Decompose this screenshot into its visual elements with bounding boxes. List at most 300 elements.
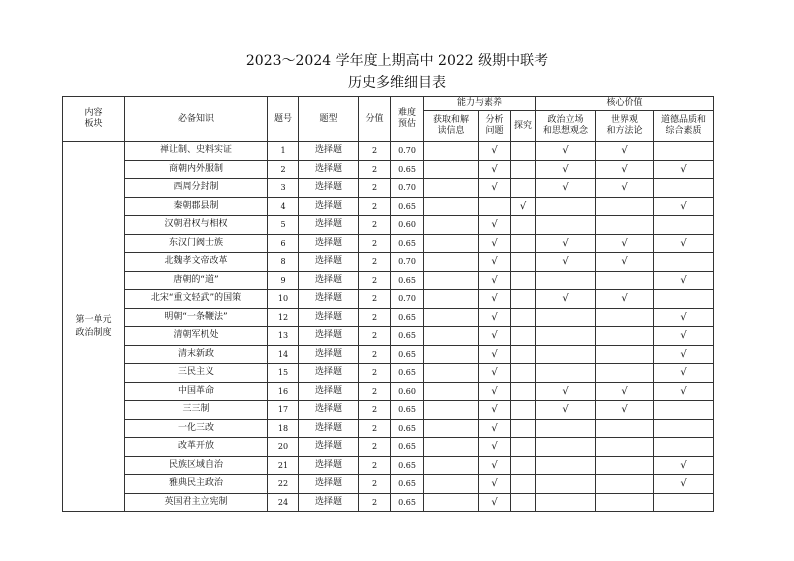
check-mark: √ — [491, 163, 498, 175]
difficulty-cell: 0.65 — [391, 401, 424, 420]
check-cell — [511, 160, 536, 179]
knowledge-cell: 商朝内外服制 — [125, 160, 268, 179]
check-cell — [424, 234, 479, 253]
qtype-cell: 选择题 — [299, 216, 359, 235]
qtype-cell: 选择题 — [299, 327, 359, 346]
table-row — [63, 271, 714, 290]
check-cell — [596, 438, 654, 457]
check-cell — [511, 345, 536, 364]
check-cell — [424, 419, 479, 438]
qtype-cell: 选择题 — [299, 382, 359, 401]
check-mark: √ — [621, 404, 628, 416]
check-mark: √ — [680, 385, 687, 397]
qtype-cell: 选择题 — [299, 234, 359, 253]
table-row — [63, 308, 714, 327]
knowledge-cell: 西周分封制 — [125, 179, 268, 198]
difficulty-cell: 0.65 — [391, 475, 424, 494]
check-cell — [654, 216, 714, 235]
score-cell: 2 — [359, 419, 391, 438]
check-mark: √ — [680, 163, 687, 175]
table-row — [63, 419, 714, 438]
qtype-cell: 选择题 — [299, 364, 359, 383]
check-mark: √ — [519, 200, 527, 212]
knowledge-cell: 东汉门阀士族 — [125, 234, 268, 253]
check-cell — [479, 364, 511, 383]
table-row — [63, 438, 714, 457]
difficulty-cell: 0.65 — [391, 271, 424, 290]
table-row — [63, 197, 714, 216]
table-row — [63, 327, 714, 346]
score-cell: 2 — [359, 308, 391, 327]
difficulty-cell: 0.65 — [391, 234, 424, 253]
knowledge-cell: 禅让制、史料实证 — [125, 142, 268, 161]
header-ability-analysis: 分析 问题 — [479, 111, 511, 142]
check-cell — [511, 475, 536, 494]
qnum-cell: 5 — [268, 216, 299, 235]
knowledge-cell: 清末新政 — [125, 345, 268, 364]
check-cell — [511, 364, 536, 383]
header-score: 分值 — [359, 97, 391, 142]
check-mark: √ — [680, 459, 687, 471]
check-mark: √ — [621, 163, 628, 175]
qnum-cell: 1 — [268, 142, 299, 161]
qnum-cell: 9 — [268, 271, 299, 290]
check-cell — [424, 456, 479, 475]
knowledge-cell: 秦朝郡县制 — [125, 197, 268, 216]
check-cell — [511, 179, 536, 198]
check-cell — [654, 419, 714, 438]
check-cell — [596, 401, 654, 420]
check-cell — [479, 160, 511, 179]
check-mark: √ — [680, 348, 687, 360]
knowledge-cell: 清朝军机处 — [125, 327, 268, 346]
table-row — [63, 234, 714, 253]
qtype-cell: 选择题 — [299, 419, 359, 438]
check-mark: √ — [491, 256, 498, 268]
check-mark: √ — [562, 145, 569, 157]
check-cell — [536, 438, 596, 457]
check-cell — [536, 364, 596, 383]
table-row — [63, 345, 714, 364]
check-cell — [479, 197, 511, 216]
check-cell — [424, 142, 479, 161]
check-cell — [479, 216, 511, 235]
score-cell: 2 — [359, 438, 391, 457]
check-mark: √ — [621, 385, 628, 397]
check-mark: √ — [562, 404, 569, 416]
check-cell — [654, 364, 714, 383]
check-mark: √ — [680, 311, 687, 323]
header-values: 核心价值 — [536, 97, 714, 111]
check-cell — [654, 142, 714, 161]
qnum-cell: 10 — [268, 290, 299, 309]
check-mark: √ — [491, 182, 498, 194]
check-mark: √ — [680, 330, 687, 342]
qnum-cell: 8 — [268, 253, 299, 272]
difficulty-cell: 0.65 — [391, 345, 424, 364]
check-mark: √ — [621, 237, 628, 249]
check-mark: √ — [562, 385, 569, 397]
header-block: 内容 板块 — [63, 97, 125, 142]
check-mark: √ — [680, 478, 687, 490]
check-mark: √ — [491, 274, 498, 286]
header-qnum: 题号 — [268, 97, 299, 142]
check-cell — [596, 493, 654, 512]
check-cell — [536, 327, 596, 346]
difficulty-cell: 0.70 — [391, 290, 424, 309]
difficulty-cell: 0.70 — [391, 253, 424, 272]
score-cell: 2 — [359, 456, 391, 475]
check-cell — [479, 475, 511, 494]
difficulty-cell: 0.70 — [391, 179, 424, 198]
detail-table — [62, 96, 714, 512]
check-cell — [536, 419, 596, 438]
qnum-cell: 3 — [268, 179, 299, 198]
check-cell — [596, 216, 654, 235]
check-cell — [424, 253, 479, 272]
table-row — [63, 475, 714, 494]
check-cell — [511, 419, 536, 438]
unit-label: 第一单元 政治制度 — [63, 142, 125, 512]
knowledge-cell: 雅典民主政治 — [125, 475, 268, 494]
check-cell — [596, 475, 654, 494]
header-values-moral: 道德品质和 综合素质 — [654, 111, 714, 142]
check-mark: √ — [491, 404, 498, 416]
check-cell — [596, 234, 654, 253]
header-ability-info: 获取和解 读信息 — [424, 111, 479, 142]
check-cell — [654, 438, 714, 457]
score-cell: 2 — [359, 475, 391, 494]
check-mark: √ — [491, 145, 498, 157]
check-cell — [654, 234, 714, 253]
table-row — [63, 382, 714, 401]
check-cell — [596, 308, 654, 327]
qnum-cell: 2 — [268, 160, 299, 179]
check-cell — [654, 179, 714, 198]
knowledge-cell: 汉朝君权与相权 — [125, 216, 268, 235]
check-mark: √ — [562, 293, 569, 305]
check-mark: √ — [491, 441, 498, 453]
table-row — [63, 142, 714, 161]
check-cell — [424, 308, 479, 327]
check-cell — [424, 216, 479, 235]
check-mark: √ — [491, 330, 498, 342]
score-cell: 2 — [359, 142, 391, 161]
check-cell — [654, 493, 714, 512]
check-cell — [511, 308, 536, 327]
check-cell — [511, 493, 536, 512]
check-cell — [596, 327, 654, 346]
check-mark: √ — [562, 256, 569, 268]
check-cell — [536, 475, 596, 494]
knowledge-cell: 中国革命 — [125, 382, 268, 401]
check-mark: √ — [562, 163, 569, 175]
check-cell — [479, 234, 511, 253]
qtype-cell: 选择题 — [299, 253, 359, 272]
check-mark: √ — [491, 311, 498, 323]
qtype-cell: 选择题 — [299, 493, 359, 512]
check-cell — [596, 419, 654, 438]
check-cell — [596, 382, 654, 401]
check-cell — [596, 345, 654, 364]
check-cell — [479, 438, 511, 457]
check-cell — [596, 290, 654, 309]
check-cell — [479, 142, 511, 161]
document-title: 2023～2024 学年度上期高中 2022 级期中联考 — [245, 53, 549, 69]
check-mark: √ — [491, 237, 498, 249]
check-cell — [424, 401, 479, 420]
knowledge-cell: 明朝“一条鞭法” — [125, 308, 268, 327]
table-row — [63, 179, 714, 198]
score-cell: 2 — [359, 197, 391, 216]
check-cell — [596, 142, 654, 161]
check-cell — [536, 308, 596, 327]
qnum-cell: 24 — [268, 493, 299, 512]
difficulty-cell: 0.60 — [391, 382, 424, 401]
check-mark: √ — [491, 459, 498, 471]
check-mark: √ — [680, 237, 687, 249]
qnum-cell: 16 — [268, 382, 299, 401]
check-cell — [479, 179, 511, 198]
check-cell — [596, 179, 654, 198]
check-cell — [424, 438, 479, 457]
check-cell — [654, 197, 714, 216]
qnum-cell: 4 — [268, 197, 299, 216]
check-mark: √ — [680, 200, 687, 212]
table-row — [63, 216, 714, 235]
check-mark: √ — [491, 422, 498, 434]
check-mark: √ — [680, 274, 687, 286]
check-cell — [596, 197, 654, 216]
check-cell — [424, 290, 479, 309]
check-cell — [479, 493, 511, 512]
qnum-cell: 21 — [268, 456, 299, 475]
check-cell — [479, 345, 511, 364]
qtype-cell: 选择题 — [299, 160, 359, 179]
difficulty-cell: 0.65 — [391, 364, 424, 383]
check-cell — [536, 493, 596, 512]
check-mark: √ — [621, 182, 628, 194]
check-cell — [424, 271, 479, 290]
knowledge-cell: 英国君主立宪制 — [125, 493, 268, 512]
qtype-cell: 选择题 — [299, 475, 359, 494]
score-cell: 2 — [359, 382, 391, 401]
check-cell — [654, 456, 714, 475]
check-cell — [536, 253, 596, 272]
difficulty-cell: 0.65 — [391, 438, 424, 457]
table-row — [63, 401, 714, 420]
table-row — [63, 253, 714, 272]
check-cell — [511, 271, 536, 290]
qtype-cell: 选择题 — [299, 197, 359, 216]
check-cell — [536, 271, 596, 290]
score-cell: 2 — [359, 160, 391, 179]
score-cell: 2 — [359, 401, 391, 420]
qnum-cell: 13 — [268, 327, 299, 346]
check-cell — [536, 382, 596, 401]
check-mark: √ — [491, 219, 498, 231]
score-cell: 2 — [359, 179, 391, 198]
check-cell — [654, 160, 714, 179]
check-cell — [424, 364, 479, 383]
qtype-cell: 选择题 — [299, 290, 359, 309]
check-mark: √ — [621, 145, 628, 157]
qtype-cell: 选择题 — [299, 179, 359, 198]
check-cell — [424, 160, 479, 179]
qnum-cell: 18 — [268, 419, 299, 438]
header-difficulty: 难度 预估 — [391, 97, 424, 142]
check-mark: √ — [621, 293, 628, 305]
check-mark: √ — [621, 256, 628, 268]
check-cell — [479, 456, 511, 475]
table-body — [63, 142, 714, 512]
knowledge-cell: 改革开放 — [125, 438, 268, 457]
qtype-cell: 选择题 — [299, 308, 359, 327]
check-cell — [596, 253, 654, 272]
check-cell — [479, 308, 511, 327]
check-cell — [596, 271, 654, 290]
check-cell — [596, 364, 654, 383]
check-cell — [536, 142, 596, 161]
difficulty-cell: 0.65 — [391, 327, 424, 346]
check-cell — [654, 382, 714, 401]
score-cell: 2 — [359, 290, 391, 309]
check-cell — [654, 345, 714, 364]
table-row — [63, 364, 714, 383]
qnum-cell: 22 — [268, 475, 299, 494]
check-cell — [654, 475, 714, 494]
check-cell — [479, 327, 511, 346]
qnum-cell: 20 — [268, 438, 299, 457]
qtype-cell: 选择题 — [299, 142, 359, 161]
check-cell — [511, 456, 536, 475]
check-cell — [424, 382, 479, 401]
check-cell — [424, 327, 479, 346]
header-qtype: 题型 — [299, 97, 359, 142]
difficulty-cell: 0.65 — [391, 308, 424, 327]
qtype-cell: 选择题 — [299, 456, 359, 475]
check-cell — [424, 493, 479, 512]
qnum-cell: 12 — [268, 308, 299, 327]
qtype-cell: 选择题 — [299, 271, 359, 290]
check-mark: √ — [491, 496, 498, 508]
difficulty-cell: 0.65 — [391, 160, 424, 179]
check-cell — [424, 345, 479, 364]
check-cell — [654, 290, 714, 309]
check-cell — [424, 475, 479, 494]
check-cell — [536, 216, 596, 235]
check-cell — [654, 253, 714, 272]
check-mark: √ — [491, 385, 498, 397]
check-cell — [479, 271, 511, 290]
difficulty-cell: 0.65 — [391, 197, 424, 216]
check-cell — [479, 290, 511, 309]
knowledge-cell: 三民主义 — [125, 364, 268, 383]
check-cell — [479, 401, 511, 420]
knowledge-cell: 民族区域自治 — [125, 456, 268, 475]
check-cell — [511, 290, 536, 309]
check-cell — [536, 179, 596, 198]
check-cell — [511, 142, 536, 161]
header-values-worldview: 世界观 和方法论 — [596, 111, 654, 142]
table-row — [63, 160, 714, 179]
score-cell: 2 — [359, 271, 391, 290]
score-cell: 2 — [359, 327, 391, 346]
document-subtitle: 历史多维细目表 — [348, 75, 446, 91]
header-ability: 能力与素养 — [424, 97, 536, 111]
knowledge-cell: 北宋“重文轻武”的国策 — [125, 290, 268, 309]
qnum-cell: 15 — [268, 364, 299, 383]
score-cell: 2 — [359, 493, 391, 512]
check-cell — [654, 401, 714, 420]
check-mark: √ — [491, 478, 498, 490]
check-mark: √ — [491, 348, 498, 360]
check-cell — [536, 160, 596, 179]
header-ability-explore: 探究 — [511, 111, 536, 142]
check-cell — [536, 456, 596, 475]
check-cell — [511, 382, 536, 401]
check-mark: √ — [491, 293, 498, 305]
qnum-cell: 6 — [268, 234, 299, 253]
table-row — [63, 493, 714, 512]
check-mark: √ — [491, 367, 498, 379]
difficulty-cell: 0.65 — [391, 419, 424, 438]
score-cell: 2 — [359, 364, 391, 383]
qnum-cell: 14 — [268, 345, 299, 364]
score-cell: 2 — [359, 216, 391, 235]
check-cell — [536, 401, 596, 420]
qnum-cell: 17 — [268, 401, 299, 420]
check-cell — [424, 179, 479, 198]
check-mark: √ — [562, 237, 569, 249]
check-cell — [596, 160, 654, 179]
check-cell — [654, 327, 714, 346]
check-cell — [511, 234, 536, 253]
header-values-political: 政治立场 和思想观念 — [536, 111, 596, 142]
check-mark: √ — [680, 367, 687, 379]
difficulty-cell: 0.70 — [391, 142, 424, 161]
knowledge-cell: 唐朝的“道” — [125, 271, 268, 290]
check-cell — [654, 271, 714, 290]
qtype-cell: 选择题 — [299, 345, 359, 364]
table-row — [63, 290, 714, 309]
header-knowledge: 必备知识 — [125, 97, 268, 142]
check-cell — [536, 197, 596, 216]
check-cell — [536, 290, 596, 309]
check-cell — [536, 234, 596, 253]
score-cell: 2 — [359, 345, 391, 364]
check-cell — [511, 216, 536, 235]
check-cell — [479, 419, 511, 438]
score-cell: 2 — [359, 234, 391, 253]
check-cell — [479, 382, 511, 401]
check-cell — [511, 197, 536, 216]
knowledge-cell: 一化三改 — [125, 419, 268, 438]
qtype-cell: 选择题 — [299, 401, 359, 420]
score-cell: 2 — [359, 253, 391, 272]
check-mark: √ — [562, 182, 569, 194]
difficulty-cell: 0.65 — [391, 456, 424, 475]
check-cell — [479, 253, 511, 272]
check-cell — [424, 197, 479, 216]
qtype-cell: 选择题 — [299, 438, 359, 457]
check-cell — [511, 401, 536, 420]
check-cell — [536, 345, 596, 364]
check-cell — [511, 253, 536, 272]
check-cell — [654, 308, 714, 327]
table-row — [63, 456, 714, 475]
check-cell — [511, 438, 536, 457]
